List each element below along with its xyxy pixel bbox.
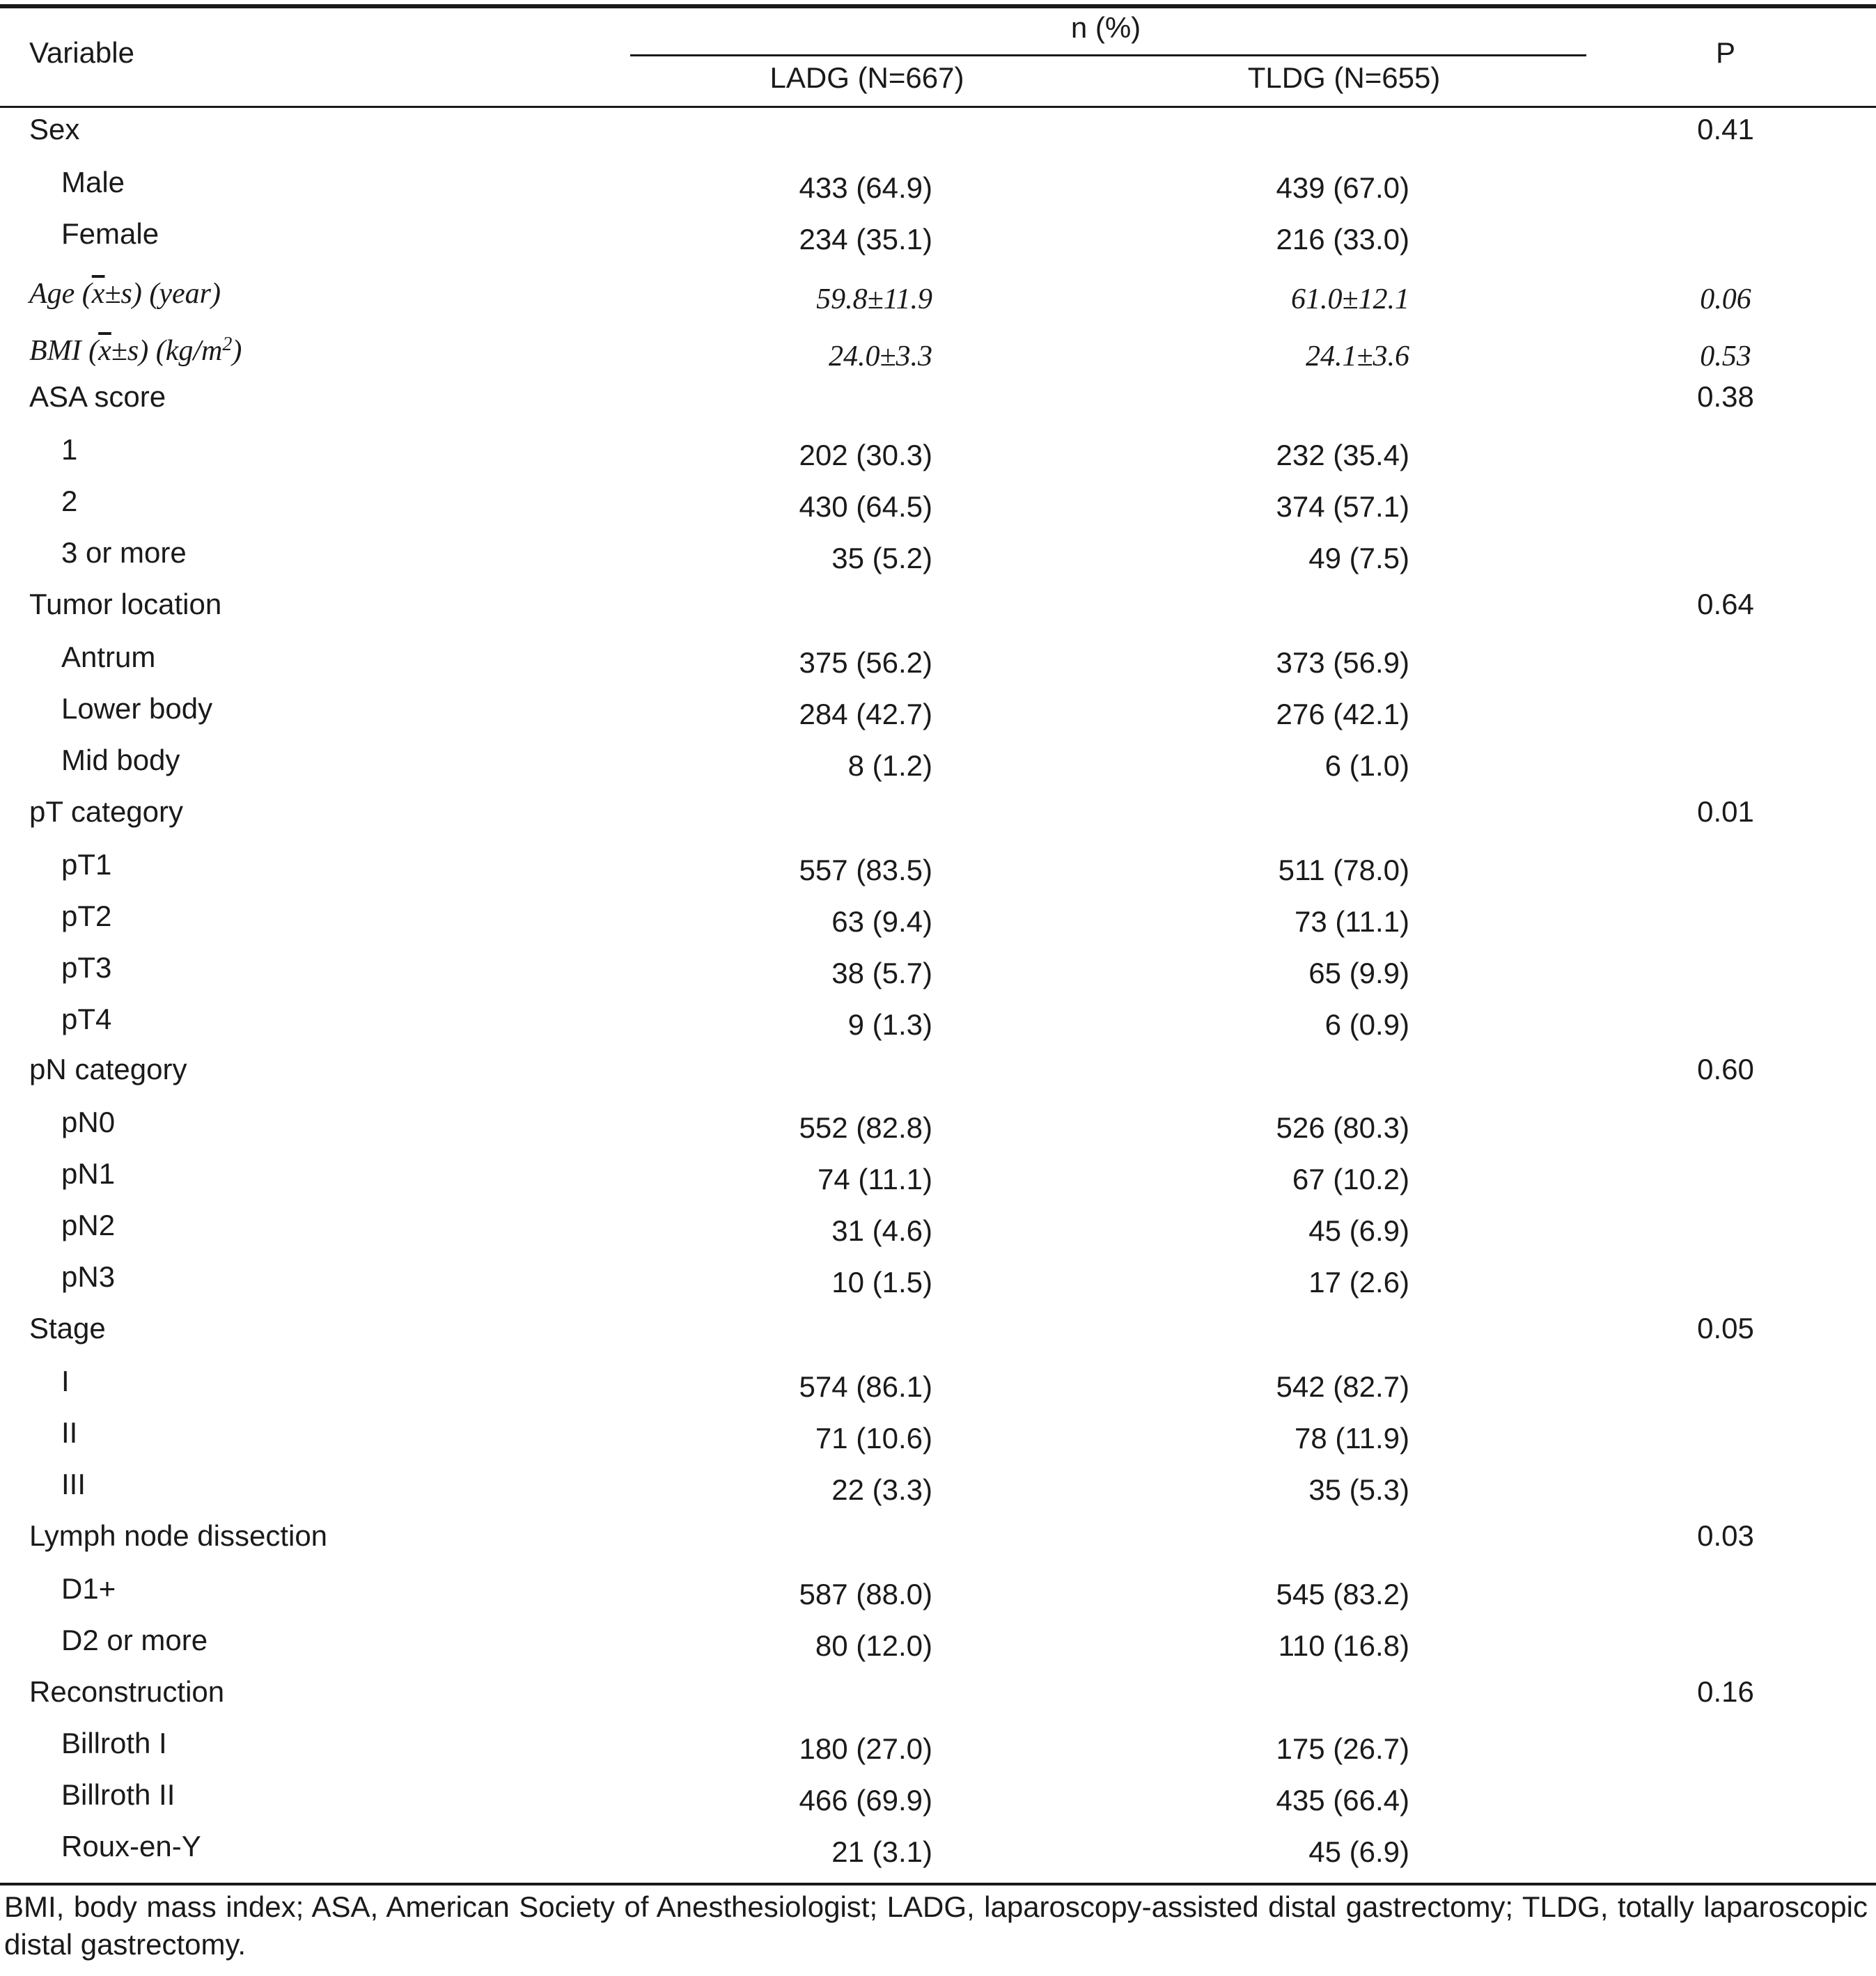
row-label-text: Age <box>29 278 75 310</box>
table-row <box>0 1209 1876 1247</box>
tldg-value: 49 (7.5) <box>1308 542 1409 574</box>
tldg-value: 73 (11.1) <box>1295 905 1409 938</box>
table-row <box>0 433 1876 471</box>
row-label: pN3 <box>61 1260 116 1293</box>
ladg-value: 80 (12.0) <box>815 1629 932 1662</box>
table-row <box>0 1572 1876 1610</box>
row-label: Lymph node dissection <box>29 1519 328 1552</box>
ladg-value: 22 (3.3) <box>831 1473 932 1506</box>
table-row <box>0 334 1876 373</box>
p-value: 0.03 <box>1697 1519 1754 1552</box>
p-value: 0.01 <box>1697 795 1754 828</box>
table-row <box>0 1365 1876 1403</box>
ladg-value: 430 (64.5) <box>799 490 932 523</box>
ladg-value: 10 (1.5) <box>831 1266 932 1299</box>
tldg-value: 216 (33.0) <box>1276 223 1409 256</box>
row-label: Mid body <box>61 744 180 776</box>
row-label: pT category <box>29 795 184 828</box>
header-group-n-percent: n (%) <box>1070 11 1141 44</box>
row-label: Female <box>61 217 159 250</box>
ladg-value: 552 (82.8) <box>799 1111 932 1144</box>
row-label: 3 or more <box>61 536 187 569</box>
ladg-value: 9 (1.3) <box>847 1008 932 1041</box>
row-label: Billroth I <box>61 1727 167 1759</box>
table-row <box>0 1468 1876 1506</box>
row-label: Male <box>61 166 125 198</box>
row-label: pN0 <box>61 1106 116 1138</box>
row-label: ASA score <box>29 380 166 413</box>
unit-close: ) <box>232 335 242 367</box>
ladg-value: 375 (56.2) <box>799 646 932 679</box>
row-label-unit: (kg/m <box>155 335 223 367</box>
tldg-value: 175 (26.7) <box>1276 1732 1409 1765</box>
row-label: pN2 <box>61 1209 116 1241</box>
p-value: 0.53 <box>1700 340 1751 373</box>
ladg-value: 180 (27.0) <box>799 1732 932 1765</box>
table-row <box>0 1830 1876 1868</box>
plus-minus-symbol: ± <box>104 278 121 310</box>
table-row <box>0 1260 1876 1299</box>
category-row <box>0 1675 1876 1709</box>
table-row <box>0 217 1876 256</box>
header-ladg: LADG (N=667) <box>769 61 964 94</box>
ladg-value: 21 (3.1) <box>831 1835 932 1868</box>
header-p-value: P <box>1715 36 1736 69</box>
ladg-value: 202 (30.3) <box>799 439 932 471</box>
p-value: 0.60 <box>1697 1053 1754 1085</box>
table-row <box>0 1778 1876 1817</box>
tldg-value: 526 (80.3) <box>1276 1111 1409 1144</box>
sd-symbol: s <box>120 278 132 310</box>
tldg-value: 78 (11.9) <box>1295 1422 1409 1454</box>
row-label: 2 <box>61 485 78 517</box>
header-variable: Variable <box>29 36 134 69</box>
header-bottom-rule <box>0 106 1876 108</box>
tldg-value: 24.1±3.6 <box>1305 340 1409 373</box>
p-value: 0.05 <box>1697 1312 1754 1344</box>
category-row <box>0 113 1876 146</box>
tldg-value: 435 (66.4) <box>1276 1784 1409 1817</box>
table-top-rule <box>0 4 1876 8</box>
category-row <box>0 1053 1876 1086</box>
header-span-rule <box>630 54 1586 56</box>
table-row <box>0 536 1876 574</box>
table-bottom-rule <box>0 1883 1876 1885</box>
table-row <box>0 900 1876 938</box>
unit-superscript: 2 <box>222 334 233 355</box>
p-value: 0.64 <box>1697 588 1754 620</box>
tldg-value: 545 (83.2) <box>1276 1578 1409 1610</box>
table-footnote: BMI, body mass index; ASA, American Society of Anesthesiologist; LADG, laparoscopy-assisted distal gastrectomy; TLDG, totally laparoscopic distal gastrectomy. <box>4 1890 1868 1961</box>
row-label: D2 or more <box>61 1624 208 1656</box>
row-label-text: BMI <box>29 335 81 367</box>
ladg-value: 71 (10.6) <box>815 1422 932 1454</box>
p-value: 0.16 <box>1697 1675 1754 1708</box>
row-label: Tumor location <box>29 588 222 620</box>
row-label: Billroth II <box>61 1778 175 1811</box>
ladg-value: 433 (64.9) <box>799 171 932 204</box>
tldg-value: 110 (16.8) <box>1278 1629 1409 1662</box>
row-label: Lower body <box>61 692 213 725</box>
row-label: pT2 <box>61 900 112 932</box>
row-label: Sex <box>29 113 80 146</box>
row-label: Age $(\overline{x}\pm s)$ (year) <box>29 278 221 310</box>
p-value: 0.41 <box>1697 113 1754 146</box>
category-row <box>0 1519 1876 1553</box>
category-row <box>0 1312 1876 1345</box>
ladg-value: 38 (5.7) <box>831 957 932 989</box>
tldg-value: 232 (35.4) <box>1276 439 1409 471</box>
p-value: 0.38 <box>1697 380 1754 413</box>
ladg-value: 74 (11.1) <box>818 1163 932 1195</box>
row-label: Antrum <box>61 641 156 673</box>
row-label: pN1 <box>61 1157 116 1190</box>
table-row <box>0 1624 1876 1662</box>
table-row <box>0 277 1876 315</box>
ladg-value: 35 (5.2) <box>831 542 932 574</box>
table-row <box>0 1157 1876 1195</box>
tldg-value: 45 (6.9) <box>1308 1835 1409 1868</box>
ladg-value: 24.0±3.3 <box>828 340 932 373</box>
tldg-value: 374 (57.1) <box>1276 490 1409 523</box>
table-row <box>0 485 1876 523</box>
p-value: 0.06 <box>1700 283 1751 315</box>
table-row <box>0 1416 1876 1454</box>
tldg-value: 65 (9.9) <box>1308 957 1409 989</box>
tldg-value: 439 (67.0) <box>1276 171 1409 204</box>
row-label: pN category <box>29 1053 187 1085</box>
category-row <box>0 588 1876 621</box>
table-row <box>0 1003 1876 1041</box>
header-tldg: TLDG (N=655) <box>1247 61 1441 94</box>
row-label-unit: (year) <box>149 278 221 310</box>
tldg-value: 373 (56.9) <box>1276 646 1409 679</box>
ladg-value: 59.8±11.9 <box>816 283 932 315</box>
table-row <box>0 848 1876 886</box>
row-label: II <box>61 1416 78 1449</box>
table-row <box>0 692 1876 730</box>
category-row <box>0 795 1876 829</box>
sd-symbol: s <box>127 335 139 367</box>
table-row <box>0 951 1876 989</box>
table-row <box>0 641 1876 679</box>
table-row <box>0 1106 1876 1144</box>
tldg-value: 276 (42.1) <box>1276 698 1409 730</box>
ladg-value: 31 (4.6) <box>831 1214 932 1247</box>
category-row <box>0 380 1876 414</box>
tldg-value: 61.0±12.1 <box>1290 283 1409 315</box>
row-label: D1+ <box>61 1572 116 1605</box>
ladg-value: 63 (9.4) <box>831 905 932 938</box>
tldg-value: 45 (6.9) <box>1308 1214 1409 1247</box>
tldg-value: 6 (0.9) <box>1324 1008 1409 1041</box>
mean-symbol: $\overline{x}$ <box>91 278 105 310</box>
row-label: pT3 <box>61 951 112 984</box>
tldg-value: 67 (10.2) <box>1292 1163 1409 1195</box>
row-label: Stage <box>29 1312 106 1344</box>
ladg-value: 234 (35.1) <box>799 223 932 256</box>
row-label: Roux-en-Y <box>61 1830 201 1863</box>
tldg-value: 511 (78.0) <box>1278 854 1409 886</box>
row-label: pT4 <box>61 1003 112 1035</box>
tldg-value: 17 (2.6) <box>1308 1266 1409 1299</box>
table-row <box>0 1727 1876 1765</box>
ladg-value: 587 (88.0) <box>799 1578 932 1610</box>
row-label: BMI $(\overline{x}\pm s)$ $(kg/m^2)$ <box>29 334 242 367</box>
tldg-value: 542 (82.7) <box>1276 1370 1409 1403</box>
ladg-value: 557 (83.5) <box>799 854 932 886</box>
row-label: 1 <box>61 433 78 466</box>
row-label: I <box>61 1365 70 1397</box>
row-label: pT1 <box>61 848 112 881</box>
tldg-value: 6 (1.0) <box>1324 749 1409 782</box>
ladg-value: 574 (86.1) <box>799 1370 932 1403</box>
ladg-value: 466 (69.9) <box>799 1784 932 1817</box>
plus-minus-symbol: ± <box>111 335 127 367</box>
table-row <box>0 744 1876 782</box>
row-label: III <box>61 1468 86 1500</box>
mean-symbol: $\overline{x}$ <box>98 335 111 367</box>
table-row <box>0 166 1876 204</box>
ladg-value: 284 (42.7) <box>799 698 932 730</box>
ladg-value: 8 (1.2) <box>847 749 932 782</box>
row-label: Reconstruction <box>29 1675 225 1708</box>
tldg-value: 35 (5.3) <box>1308 1473 1409 1506</box>
